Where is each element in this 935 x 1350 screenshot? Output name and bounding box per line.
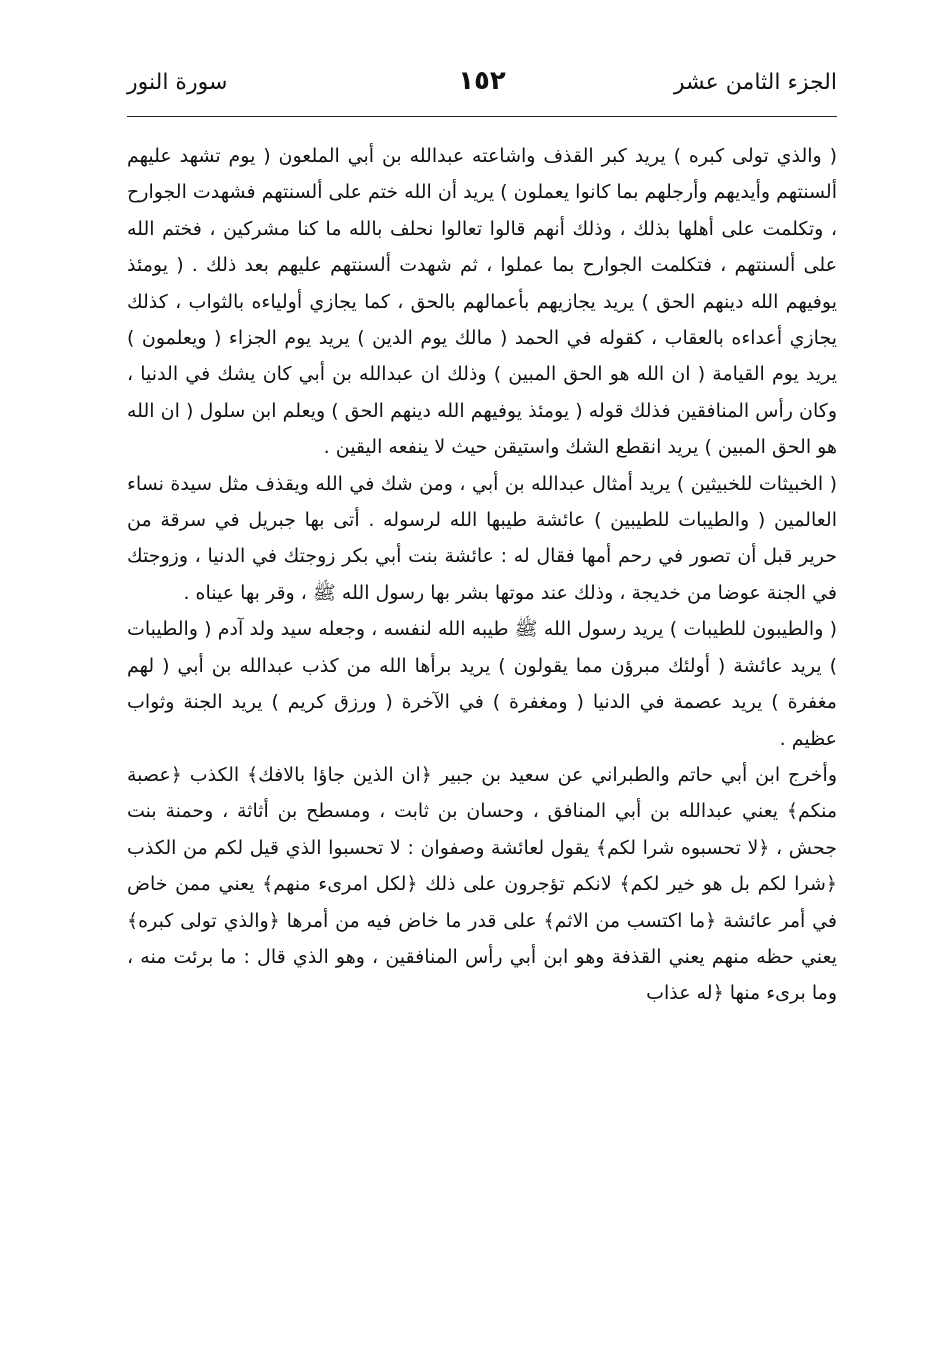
page-number: ١٥٢: [458, 66, 506, 96]
surah-title: سورة النور: [127, 70, 228, 95]
page-header: [127, 60, 837, 108]
header-divider: [127, 116, 837, 117]
paragraph: ( والطيبون للطيبات ) يريد رسول الله ﷺ طيبه الله لنفسه ، وجعله سيد ولد آدم ( والطيبات ) يريد عائشة ( أولئك مبرؤن مما يقولون ) يريد برأها الله من كذب عبدالله بن أبي ( لهم مغفرة ) يريد عصمة في الدنيا ( ومغفرة ) في الآخرة ( ورزق كريم ) يريد الجنة وثواب عظيم .: [127, 618, 837, 750]
paragraph: وأخرج ابن أبي حاتم والطبراني عن سعيد بن جبير ﴿ان الذين جاؤا بالافك﴾ الكذب ﴿عصبة منكم﴾ يعني عبدالله بن أبي المنافق ، وحسان بن ثابت ، ومسطح بن أثاثة ، وحمنة بنت جحش ، ﴿لا تحسبوه شرا لكم﴾ يقول لعائشة وصفوان : لا تحسبوا الذي قيل لكم من الكذب ﴿شرا لكم بل هو خير لكم﴾ لانكم تؤجرون على ذلك ﴿لكل امرىء منهم﴾ يعني ممن خاض في أمر عائشة ﴿ما اكتسب من الاثم﴾ على قدر ما خاض فيه من أمرها ﴿والذي تولى كبره﴾ يعني حظه منهم يعني القذفة وهو ابن أبي رأس المنافقين ، وهو الذي قال : ما برئت منه ، وما برىء منها ﴿له عذاب: [127, 763, 837, 1005]
part-title: الجزء الثامن عشر: [673, 70, 837, 95]
paragraph: ( الخبيثات للخبيثين ) يريد أمثال عبدالله بن أبي ، ومن شك في الله ويقذف مثل سيدة نساء العالمين ( والطيبات للطيبين ) عائشة طيبها الله لرسوله . أتى بها جبريل في سرقة من حرير قبل أن تصور في رحم أمها فقال له : عائشة بنت أبي بكر زوجتك في الدنيا ، وزوجتك في الجنة عوضا من خديجة ، وذلك عند موتها بشر بها رسول الله ﷺ ، وقر بها عيناه .: [127, 472, 837, 604]
paragraph: ( والذي تولى كبره ) يريد كبر القذف واشاعته عبدالله بن أبي الملعون ( يوم تشهد عليهم ألسنتهم وأيديهم وأرجلهم بما كانوا يعملون ) يريد أن الله ختم على ألسنتهم فشهدت الجوارح ، وتكلمت على أهلها بذلك ، وذلك أنهم قالوا تعالوا نحلف بالله ما كنا مشركين ، فختم الله على ألسنتهم ، فتكلمت الجوارح بما عملوا ، ثم شهدت ألسنتهم عليهم بعد ذلك . ( يومئذ يوفيهم الله دينهم الحق ) يريد يجازيهم بأعمالهم بالحق ، كما يجازي أولياءه بالثواب ، كذلك يجازي أعداءه بالعقاب ، كقوله في الحمد ( مالك يوم الدين ) يريد يوم الجزاء ( ويعلمون ) يريد يوم القيامة ( ان الله هو الحق المبين ) وذلك ان عبدالله بن أبي كان يشك في الدنيا ، وكان رأس المنافقين فذلك قوله ( يومئذ يوفيهم الله دينهم الحق ) ويعلم ابن سلول ( ان الله هو الحق المبين ) يريد انقطع الشك واستيقن حيث لا ينفعه اليقين .: [127, 145, 837, 459]
body-text: [127, 138, 837, 1012]
